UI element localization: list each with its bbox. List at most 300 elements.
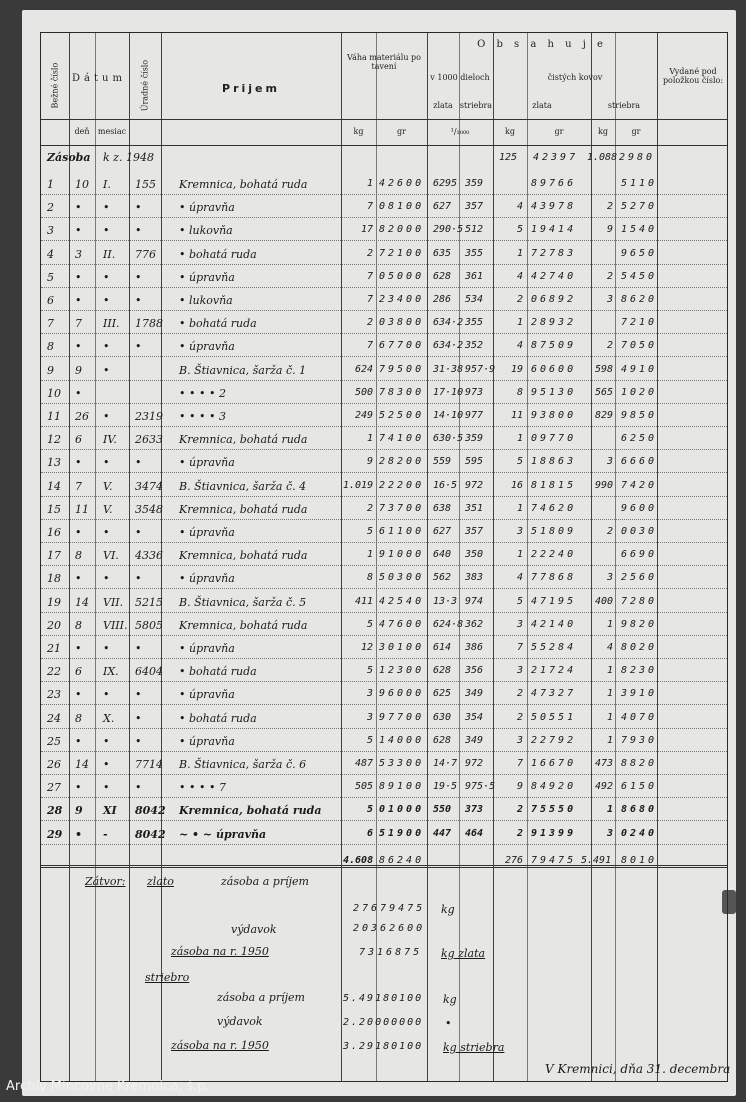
header-striebra-2: striebra: [607, 101, 641, 110]
row-weight-gr: 91000: [379, 549, 425, 561]
row-silver-kg: 1: [606, 804, 613, 816]
row-receipt: • lukovňa: [179, 294, 233, 307]
row-number: 3: [47, 224, 54, 238]
row-rule: [41, 820, 727, 821]
row-silver-gr: 2560: [621, 572, 658, 584]
closing-title: Zátvor:: [85, 875, 126, 888]
row-gold-kg: 3: [516, 618, 523, 630]
closing-s1: 5.49180100: [343, 993, 424, 1004]
row-rule: [41, 217, 727, 218]
row-fineness-silver: 354: [465, 711, 484, 723]
row-gold-kg: 2: [516, 688, 523, 700]
row-silver-kg: 2: [606, 201, 613, 213]
row-month: •: [103, 201, 110, 215]
row-official-number: 5805: [135, 618, 163, 632]
row-weight-gr: 47600: [379, 618, 425, 630]
row-weight-gr: 67700: [379, 340, 425, 352]
opening-au-gr: 42397: [533, 152, 579, 163]
row-rule: [41, 449, 727, 450]
row-rule: [41, 728, 727, 729]
row-rule: [41, 287, 727, 288]
row-number: 20: [47, 618, 61, 632]
row-rule: [41, 588, 727, 589]
row-fineness-gold: 614: [433, 642, 452, 653]
row-fineness-gold: 286: [433, 294, 452, 305]
row-weight-kg: 1.019: [343, 479, 374, 491]
row-gold-gr: 28932: [531, 317, 577, 329]
row-gold-gr: 77868: [531, 572, 577, 584]
row-gold-kg: 1: [516, 502, 523, 514]
row-rule: [41, 194, 727, 195]
row-month: •: [103, 758, 110, 771]
row-number: 26: [47, 758, 61, 771]
row-silver-kg: 1: [606, 665, 613, 677]
row-number: 28: [47, 804, 63, 818]
closing-v3: 7316875: [359, 947, 423, 958]
row-number: 29: [47, 827, 63, 841]
header-gr: gr: [397, 127, 406, 136]
row-fineness-gold: 634·2: [433, 317, 464, 329]
row-rule: [41, 774, 727, 775]
row-weight-kg: 500: [354, 386, 373, 398]
row-month: XI: [103, 804, 117, 818]
row-weight-gr: 51900: [379, 827, 425, 839]
row-fineness-silver: 357: [465, 526, 484, 537]
row-weight-kg: 17: [360, 224, 373, 236]
row-month: -: [103, 827, 108, 841]
row-day: 7: [75, 479, 82, 493]
row-weight-kg: 1: [366, 549, 373, 561]
row-number: 17: [47, 549, 61, 563]
row-silver-kg: 598: [594, 363, 613, 375]
row-month: •: [103, 340, 110, 354]
row-official-number: 3548: [135, 502, 163, 516]
row-official-number: •: [135, 688, 142, 702]
row-weight-gr: 50300: [379, 572, 425, 584]
row-fineness-gold: 31·38: [433, 363, 464, 375]
row-gold-kg: 2: [516, 804, 523, 816]
row-gold-gr: 81815: [531, 479, 577, 491]
row-gold-gr: 22792: [531, 734, 577, 746]
row-weight-kg: 3: [366, 711, 373, 723]
row-official-number: 155: [135, 178, 156, 191]
header-den: deň: [74, 127, 90, 136]
row-number: 9: [47, 363, 54, 377]
row-receipt: B. Štiavnica, šarža č. 6: [179, 758, 307, 771]
row-gold-gr: 47195: [531, 595, 577, 607]
row-month: X.: [103, 711, 115, 725]
row-gold-kg: 4: [516, 572, 523, 584]
row-silver-kg: 492: [594, 781, 613, 793]
row-weight-gr: 78300: [379, 386, 425, 398]
row-weight-kg: 7: [366, 294, 373, 305]
row-gold-kg: 9: [516, 781, 523, 793]
row-number: 13: [47, 456, 61, 470]
row-gold-kg: 3: [516, 526, 523, 537]
header-cistych: čistých kovov: [547, 73, 603, 82]
row-silver-gr: 5110: [621, 178, 658, 189]
row-official-number: 2319: [135, 410, 163, 423]
row-receipt: ~ • ~ úpravňa: [179, 827, 267, 841]
row-fineness-silver: 350: [465, 549, 484, 561]
row-weight-kg: 7: [366, 340, 373, 352]
row-gold-gr: 42140: [531, 618, 577, 630]
row-fineness-gold: 634·2: [433, 340, 464, 352]
row-weight-gr: 42600: [379, 178, 425, 189]
col-divider: [657, 33, 658, 1081]
row-receipt: • úpravňa: [179, 526, 235, 539]
row-fineness-gold: 630·5: [433, 433, 464, 445]
row-number: 24: [47, 711, 61, 725]
closing-v1: 27679475: [353, 903, 426, 914]
opening-ag-gr: 2980: [619, 152, 656, 163]
row-weight-gr: 08100: [379, 201, 425, 213]
row-silver-gr: 7210: [621, 317, 658, 329]
row-weight-gr: 03800: [379, 317, 425, 329]
header-bottom-line: [41, 119, 727, 120]
row-gold-gr: 55284: [531, 642, 577, 653]
row-gold-kg: 4: [516, 340, 523, 352]
header-mesiac: mesiac: [97, 127, 127, 136]
row-silver-kg: 1: [606, 618, 613, 630]
row-day: •: [75, 688, 82, 702]
row-rule: [41, 658, 727, 659]
row-official-number: 1788: [135, 317, 163, 331]
row-number: 1: [47, 178, 54, 191]
row-day: 26: [75, 410, 89, 423]
row-fineness-silver: 595: [465, 456, 484, 468]
closing-kg-striebra: kg striebra: [443, 1041, 505, 1054]
header-uradne-cislo: Úradné číslo: [140, 59, 150, 112]
row-receipt: Kremnica, bohatá ruda: [179, 549, 308, 563]
row-receipt: • úpravňa: [179, 201, 235, 215]
total-au-kg: 276: [505, 855, 524, 866]
row-receipt: Kremnica, bohatá ruda: [179, 618, 308, 632]
row-weight-kg: 487: [354, 758, 373, 769]
closing-zasoba-1950: zásoba na r. 1950: [171, 945, 269, 958]
row-fineness-gold: 550: [433, 804, 452, 816]
row-rule: [41, 635, 727, 636]
row-official-number: 776: [135, 247, 156, 261]
col-divider: [615, 33, 616, 1081]
row-month: III.: [103, 317, 120, 331]
row-number: 21: [47, 642, 61, 655]
row-fineness-silver: 357: [465, 201, 484, 213]
row-fineness-silver: 383: [465, 572, 484, 584]
row-number: 5: [47, 270, 54, 284]
row-gold-kg: 4: [516, 270, 523, 282]
row-gold-gr: 95130: [531, 386, 577, 398]
row-gold-kg: 2: [516, 827, 523, 839]
row-rule: [41, 240, 727, 241]
col-divider: [341, 33, 342, 1081]
row-receipt: B. Štiavnica, šarža č. 1: [179, 363, 307, 377]
row-silver-kg: 3: [606, 827, 613, 839]
row-gold-kg: 1: [516, 549, 523, 561]
row-receipt: • • • • 3: [179, 410, 226, 423]
row-month: IX.: [103, 665, 119, 679]
row-silver-kg: 1: [606, 711, 613, 723]
row-day: •: [75, 456, 82, 470]
header-v1000: v 1000 dieloch: [430, 73, 490, 82]
row-silver-gr: 8020: [621, 642, 658, 653]
header-zlata-1: zlata: [433, 101, 453, 110]
header-vydane: Vydané pod položkou číslo:: [662, 67, 724, 86]
row-weight-kg: 3: [366, 688, 373, 700]
row-fineness-silver: 361: [465, 270, 484, 282]
row-fineness-silver: 974: [465, 595, 484, 607]
row-receipt: B. Štiavnica, šarža č. 4: [179, 479, 307, 493]
row-gold-gr: 60600: [531, 363, 577, 375]
row-silver-gr: 1020: [621, 386, 658, 398]
row-silver-gr: 4070: [621, 711, 658, 723]
row-month: V.: [103, 479, 113, 493]
row-day: 9: [75, 804, 83, 818]
row-gold-kg: 11: [510, 410, 523, 421]
row-fineness-silver: 352: [465, 340, 484, 352]
header-bezne-cislo: Bežné číslo: [50, 62, 60, 109]
row-gold-gr: 21724: [531, 665, 577, 677]
row-fineness-gold: 625: [433, 688, 452, 700]
row-day: •: [75, 294, 82, 307]
row-receipt: Kremnica, bohatá ruda: [179, 178, 308, 191]
row-fineness-silver: 349: [465, 734, 484, 746]
row-official-number: •: [135, 456, 142, 470]
row-weight-kg: 9: [366, 456, 373, 468]
row-month: VIII.: [103, 618, 128, 632]
row-fineness-gold: 628: [433, 665, 452, 677]
row-month: •: [103, 456, 110, 470]
row-rule: [41, 519, 727, 520]
row-gold-kg: 4: [516, 201, 523, 213]
header-datum: Dátum: [72, 73, 126, 84]
row-official-number: •: [135, 781, 142, 795]
header-striebra-1: striebra: [459, 101, 493, 110]
row-fineness-silver: 957·9: [465, 363, 496, 375]
row-day: 3: [75, 247, 82, 261]
row-weight-kg: 2: [366, 317, 373, 329]
row-month: •: [103, 224, 110, 238]
opening-label: Zásoba: [47, 151, 91, 164]
col-divider: [69, 33, 70, 1081]
col-divider: [591, 33, 592, 1081]
row-receipt: Kremnica, bohatá ruda: [179, 502, 308, 516]
row-fineness-gold: 628: [433, 734, 452, 746]
row-day: 14: [75, 758, 89, 771]
row-day: •: [75, 642, 82, 655]
row-silver-kg: 2: [606, 270, 613, 282]
row-receipt: • • • • 2: [179, 386, 226, 400]
row-silver-gr: 9850: [621, 410, 658, 421]
closing-s-vydavok: výdavok: [217, 1015, 263, 1028]
row-number: 16: [47, 526, 61, 539]
row-silver-kg: 4: [606, 642, 613, 653]
row-silver-gr: 4910: [621, 363, 658, 375]
row-gold-kg: 1: [516, 247, 523, 259]
row-number: 2: [47, 201, 54, 215]
row-weight-kg: 7: [366, 201, 373, 213]
row-fineness-gold: 290·5: [433, 224, 464, 236]
row-month: •: [103, 572, 110, 586]
row-weight-kg: 5: [366, 526, 373, 537]
row-official-number: •: [135, 526, 142, 539]
row-fineness-gold: 16·5: [433, 479, 458, 491]
total-vaha-kg: 4.608: [343, 855, 374, 866]
row-official-number: •: [135, 572, 142, 586]
row-rule: [41, 403, 727, 404]
row-day: 8: [75, 711, 82, 725]
row-number: 14: [47, 479, 61, 493]
row-month: •: [103, 642, 110, 655]
row-weight-kg: 2: [366, 502, 373, 514]
row-weight-kg: 411: [354, 595, 373, 607]
row-official-number: 8042: [135, 804, 166, 818]
row-fineness-gold: 19·5: [433, 781, 458, 793]
row-weight-gr: 53300: [379, 758, 425, 769]
row-gold-gr: 50551: [531, 711, 577, 723]
row-weight-gr: 42540: [379, 595, 425, 607]
total-ag-gr: 8010: [621, 855, 658, 866]
row-rule: [41, 380, 727, 381]
header-kg-zlata: kg: [505, 127, 515, 136]
row-silver-gr: 9600: [621, 502, 658, 514]
row-weight-kg: 505: [354, 781, 373, 793]
row-official-number: 2633: [135, 433, 163, 447]
row-weight-kg: 8: [366, 572, 373, 584]
row-official-number: 8042: [135, 827, 166, 841]
row-silver-gr: 8820: [621, 758, 658, 769]
row-day: 14: [75, 595, 89, 609]
row-gold-kg: 2: [516, 711, 523, 723]
row-day: •: [75, 386, 82, 400]
closing-zlato: zlato: [147, 875, 174, 888]
row-gold-gr: 43978: [531, 201, 577, 213]
row-official-number: •: [135, 224, 142, 238]
row-fineness-silver: 977: [465, 410, 484, 421]
row-silver-gr: 7050: [621, 340, 658, 352]
row-silver-gr: 9650: [621, 247, 658, 259]
row-official-number: 5215: [135, 595, 163, 609]
row-silver-gr: 5270: [621, 201, 658, 213]
row-gold-kg: 1: [516, 433, 523, 445]
row-silver-kg: 9: [606, 224, 613, 236]
row-receipt: • úpravňa: [179, 688, 235, 702]
row-gold-kg: 8: [516, 386, 523, 398]
row-silver-gr: 3910: [621, 688, 658, 700]
row-weight-gr: 12300: [379, 665, 425, 677]
row-fineness-silver: 972: [465, 758, 484, 769]
row-month: •: [103, 734, 110, 748]
row-day: 7: [75, 317, 82, 331]
row-official-number: •: [135, 270, 142, 284]
row-day: 6: [75, 433, 82, 447]
row-weight-kg: 5: [366, 665, 373, 677]
row-fineness-silver: 373: [465, 804, 484, 816]
row-month: •: [103, 526, 110, 539]
row-weight-gr: 82000: [379, 224, 425, 236]
total-au-gr: 79475: [531, 855, 577, 866]
row-fineness-silver: 512: [465, 224, 484, 236]
row-fineness-gold: 14·10: [433, 410, 464, 421]
row-fineness-gold: 627: [433, 201, 452, 213]
row-fineness-gold: 635: [433, 247, 452, 259]
row-day: •: [75, 781, 82, 795]
closing-vydavok: výdavok: [231, 923, 277, 936]
row-weight-kg: 1: [366, 178, 373, 189]
row-weight-gr: 73700: [379, 502, 425, 514]
row-gold-kg: 19: [510, 363, 523, 375]
row-silver-kg: 3: [606, 456, 613, 468]
row-silver-gr: 7280: [621, 595, 658, 607]
row-silver-gr: 0240: [621, 827, 658, 839]
row-day: 10: [75, 178, 89, 191]
row-weight-kg: 5: [366, 804, 373, 816]
row-month: •: [103, 410, 110, 423]
total-ag-kg: 5.491: [581, 855, 612, 866]
row-fineness-gold: 6295: [433, 178, 458, 189]
row-receipt: • bohatá ruda: [179, 317, 257, 331]
row-gold-gr: 47327: [531, 688, 577, 700]
row-fineness-silver: 355: [465, 247, 484, 259]
row-weight-gr: 72100: [379, 247, 425, 259]
row-rule: [41, 797, 727, 798]
row-silver-kg: 1: [606, 688, 613, 700]
row-gold-kg: 3: [516, 734, 523, 746]
row-number: 11: [47, 410, 61, 423]
col-divider: [527, 33, 528, 1081]
row-receipt: • bohatá ruda: [179, 665, 257, 679]
row-silver-kg: 565: [594, 386, 613, 398]
closing-s-zasoba-prijem: zásoba a príjem: [217, 991, 305, 1004]
row-fineness-gold: 630: [433, 711, 452, 723]
row-fineness-gold: 562: [433, 572, 452, 584]
row-fineness-silver: 351: [465, 502, 484, 514]
row-day: •: [75, 734, 82, 748]
row-silver-gr: 9820: [621, 618, 658, 630]
closing-s-kg: kg: [443, 993, 457, 1006]
row-gold-kg: 1: [516, 317, 523, 329]
row-gold-kg: 5: [516, 224, 523, 236]
row-official-number: •: [135, 201, 142, 215]
closing-dot: •: [445, 1017, 452, 1030]
closing-s3: 3.29180100: [343, 1041, 424, 1052]
closing-striebro: striebro: [145, 971, 190, 984]
row-official-number: 3474: [135, 479, 163, 493]
row-silver-gr: 6690: [621, 549, 658, 561]
row-gold-gr: 72783: [531, 247, 577, 259]
header-fraction: ¹/₁₀₀₀: [450, 127, 470, 136]
row-weight-kg: 2: [366, 247, 373, 259]
row-receipt: Kremnica, bohatá ruda: [179, 433, 308, 447]
row-number: 15: [47, 502, 61, 516]
row-weight-gr: 96000: [379, 688, 425, 700]
row-fineness-silver: 464: [465, 827, 484, 839]
row-fineness-gold: 627: [433, 526, 452, 537]
row-weight-kg: 5: [366, 618, 373, 630]
row-rule: [41, 333, 727, 334]
header-kg-striebra: kg: [598, 127, 608, 136]
closing-v2: 20362600: [353, 923, 426, 934]
row-fineness-gold: 559: [433, 456, 452, 468]
header-zlata-2: zlata: [532, 101, 552, 110]
row-weight-kg: 7: [366, 270, 373, 282]
row-rule: [41, 751, 727, 752]
row-day: 8: [75, 549, 82, 563]
row-number: 10: [47, 386, 61, 400]
row-official-number: •: [135, 711, 142, 725]
row-weight-gr: 14000: [379, 734, 425, 746]
row-gold-gr: 93800: [531, 410, 577, 421]
